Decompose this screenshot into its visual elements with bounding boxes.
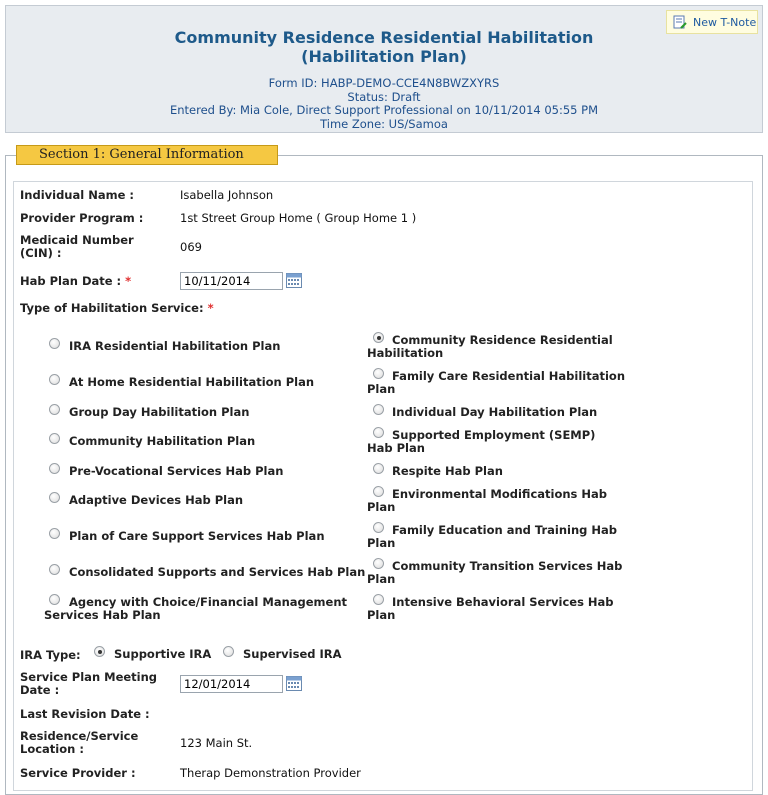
title-line-2: (Habilitation Plan) [301,47,467,66]
option-line-1: Family Care Residential Habilitation [392,369,626,383]
hab-plan-date-label-text: Hab Plan Date : [20,274,122,288]
option-pre-vocational: Pre-Vocational Services Hab Plan [69,464,284,478]
option-family-education [367,524,617,550]
calendar-icon[interactable] [286,676,302,691]
medicaid-label-line-2: (CIN) : [20,246,62,260]
option-agency-line-1: Agency with Choice/Financial Management [69,595,348,609]
section-content [13,181,753,791]
option-intensive-behavioral [367,596,614,622]
option-line-1: Individual Day Habilitation Plan [392,405,598,419]
option-line-2: Plan [367,572,396,586]
medicaid-label [20,234,134,260]
required-marker: * [125,274,132,288]
form-id: Form ID: HABP-DEMO-CCE4N8BWZXYRS [268,76,500,90]
option-respite [367,465,503,478]
option-individual-day [367,406,597,419]
option-line-1: Supported Employment (SEMP) [392,428,596,442]
option-supported-employment [367,429,595,455]
option-line-1: Community Transition Services Hab [392,559,623,573]
option-adaptive-devices: Adaptive Devices Hab Plan [69,493,244,507]
option-line-2: Hab Plan [367,441,425,455]
radio-ira-residential[interactable] [49,338,60,349]
option-line-1: Family Education and Training Hab [392,523,617,537]
form-header [5,5,763,133]
title-line-1: Community Residence Residential Habilitation [174,28,594,47]
radio-plan-of-care[interactable] [49,528,60,539]
calendar-icon[interactable] [286,273,302,288]
type-label [20,301,214,315]
option-supervised-ira: Supervised IRA [243,647,342,661]
note-icon [673,15,687,29]
radio-at-home-residential[interactable] [49,374,60,385]
status-text: Status: Draft [347,89,421,104]
option-line-2: Plan [367,382,396,396]
option-consolidated-supports: Consolidated Supports and Services Hab Plan [69,565,366,579]
hab-plan-date-label [20,274,131,288]
hab-plan-date-input[interactable]: 10/11/2014 [180,272,283,290]
radio-adaptive-devices[interactable] [49,492,60,503]
radio-group-day[interactable] [49,404,60,415]
residence-label-line-2: Location : [20,742,84,756]
option-ira-residential: IRA Residential Habilitation Plan [69,339,281,353]
radio-community-hab[interactable] [49,433,60,444]
page-title [6,28,762,66]
entered-by: Entered By: Mia Cole, Direct Support Professional on 10/11/2014 05:55 PM [169,103,599,117]
option-agency-with-choice [44,596,347,622]
radio-consolidated-supports[interactable] [49,564,60,575]
individual-name-value: Isabella Johnson [180,188,274,202]
last-revision-label: Last Revision Date : [20,707,150,721]
option-line-1: Community Residence Residential [392,333,613,347]
new-tnote-button[interactable] [666,10,758,34]
option-plan-of-care: Plan of Care Support Services Hab Plan [69,529,325,543]
option-line-2: Habilitation [367,346,444,360]
residence-label-line-1: Residence/Service [20,729,139,743]
individual-name-label: Individual Name : [20,188,134,202]
radio-pre-vocational[interactable] [49,463,60,474]
option-line-1: Environmental Modifications Hab [392,487,608,501]
option-agency-line-2: Services Hab Plan [44,608,161,622]
service-provider-value: Therap Demonstration Provider [180,766,361,780]
meeting-date-label [20,671,157,697]
provider-program-value: 1st Street Group Home ( Group Home 1 ) [180,211,417,225]
service-provider-label: Service Provider : [20,766,136,780]
new-tnote-label: New T-Note [693,15,757,29]
option-environmental-mods [367,488,607,514]
meeting-date-input[interactable]: 12/01/2014 [180,675,283,693]
residence-value: 123 Main St. [180,736,253,750]
option-line-1: Intensive Behavioral Services Hab [392,595,614,609]
option-line-2: Plan [367,608,396,622]
meeting-label-line-1: Service Plan Meeting [20,670,158,684]
option-at-home-residential: At Home Residential Habilitation Plan [69,375,315,389]
option-supportive-ira: Supportive IRA [114,647,212,661]
required-marker: * [207,301,214,315]
option-line-2: Plan [367,536,396,550]
option-family-care [367,370,625,396]
medicaid-label-line-1: Medicaid Number [20,233,134,247]
option-group-day: Group Day Habilitation Plan [69,405,250,419]
type-label-text: Type of Habilitation Service: [20,301,204,315]
medicaid-value: 069 [180,240,202,254]
radio-supervised-ira[interactable] [223,646,234,657]
time-zone: Time Zone: US/Samoa [320,116,448,131]
provider-program-label: Provider Program : [20,211,144,225]
meeting-label-line-2: Date : [20,683,60,697]
option-community-hab: Community Habilitation Plan [69,434,256,448]
residence-label [20,730,138,756]
option-community-residence [367,334,613,360]
option-line-2: Plan [367,500,396,514]
radio-supportive-ira[interactable] [94,646,105,657]
option-community-transition [367,560,622,586]
ira-type-label: IRA Type: [20,648,81,662]
section-title: Section 1: General Information [16,145,278,165]
option-line-1: Respite Hab Plan [392,464,503,478]
